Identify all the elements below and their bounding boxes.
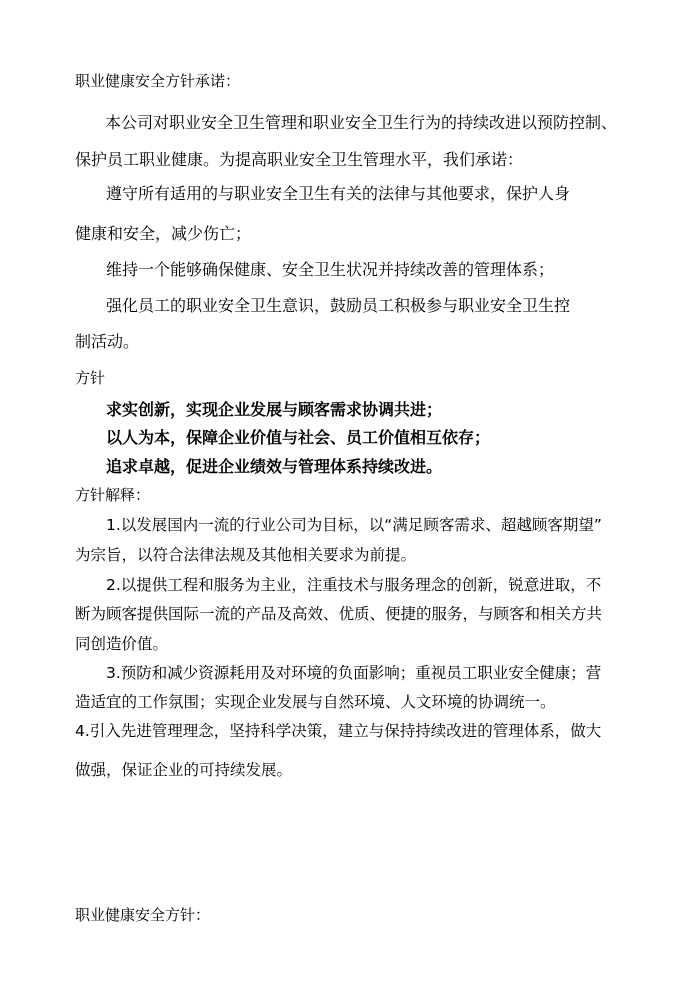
- commitment-item1-line2: 健康和安全，减少伤亡；: [75, 224, 252, 243]
- commitment-item3-line1: 强化员工的职业安全卫生意识，鼓励员工积极参与职业安全卫生控: [106, 296, 571, 315]
- explanation-item3-line2: 造适宜的工作氛围；实现企业发展与自然环境、人文环境的协调统一。: [75, 693, 556, 711]
- policy-item-3: 追求卓越，促进企业绩效与管理体系持续改进。: [106, 457, 443, 476]
- policy-heading: 方针: [75, 369, 106, 387]
- document-title: 职业健康安全方针承诺：: [75, 72, 241, 90]
- explanation-item2-line2: 断为顾客提供国际一流的产品及高效、优质、便捷的服务，与顾客和相关方共: [75, 605, 603, 623]
- explanation-heading: 方针解释：: [75, 486, 151, 504]
- explanation-item3-line1: 3.预防和减少资源耗用及对环境的负面影响；重视员工职业安全健康；营: [106, 664, 602, 682]
- explanation-item1-line1: 1.以发展国内一流的行业公司为目标，以“满足顾客需求、超越顾客期望”: [106, 516, 602, 534]
- document-title-2: 职业健康安全方针：: [75, 906, 211, 924]
- policy-item-2: 以人为本，保障企业价值与社会、员工价值相互依存；: [106, 428, 491, 447]
- commitment-intro-line2: 保护员工职业健康。为提高职业安全卫生管理水平，我们承诺：: [75, 150, 524, 169]
- commitment-item1-line1: 遵守所有适用的与职业安全卫生有关的法律与其他要求，保护人身: [106, 184, 571, 203]
- policy-item-1: 求实创新，实现企业发展与顾客需求协调共进；: [106, 400, 443, 419]
- explanation-item4-line1: 4.引入先进管理理念，坚持科学决策，建立与保持持续改进的管理体系，做大: [75, 722, 602, 740]
- explanation-item4-line2: 做强，保证企业的可持续发展。: [75, 761, 293, 779]
- explanation-item2-line3: 同创造价值。: [75, 635, 169, 653]
- explanation-item2-line1: 2.以提供工程和服务为主业，注重技术与服务理念的创新，锐意进取，不: [106, 576, 602, 594]
- commitment-item2: 维持一个能够确保健康、安全卫生状况并持续改善的管理体系；: [106, 260, 555, 279]
- commitment-item3-line2: 制活动。: [75, 332, 140, 351]
- explanation-item1-line2: 为宗旨，以符合法律法规及其他相关要求为前提。: [75, 546, 417, 564]
- commitment-intro-line1: 本公司对职业安全卫生管理和职业安全卫生行为的持续改进以预防控制、: [105, 113, 618, 132]
